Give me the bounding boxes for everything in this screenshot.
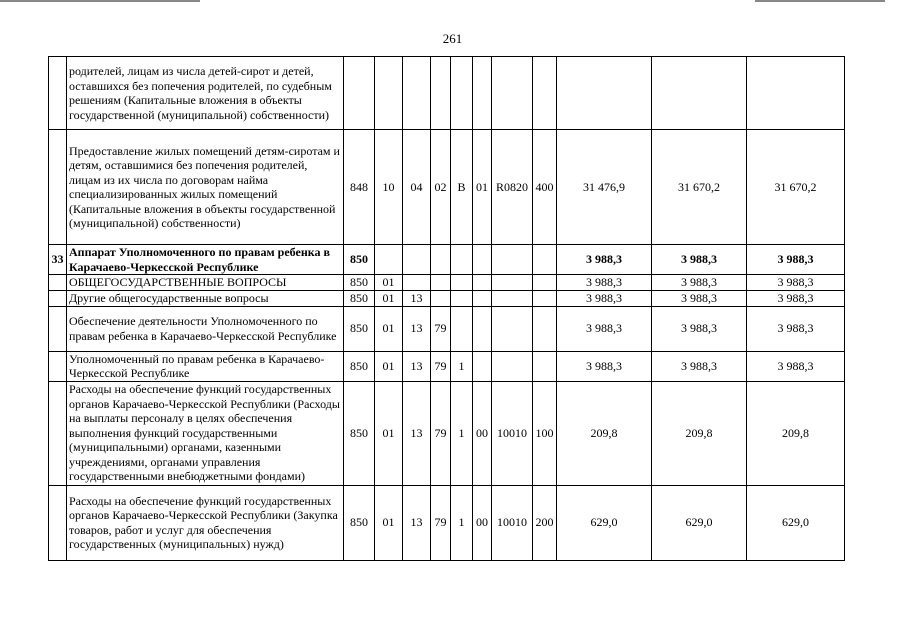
table-row (49, 291, 845, 307)
subsection-code: 13 (403, 351, 431, 381)
table-row (49, 351, 845, 381)
row-number (49, 57, 67, 130)
value-year-2: 3 988,3 (652, 275, 747, 291)
row-number (49, 130, 67, 245)
subprogram-code (451, 306, 473, 351)
section-code: 01 (375, 291, 403, 307)
value-year-2: 3 988,3 (652, 351, 747, 381)
value-year-2: 3 988,3 (652, 291, 747, 307)
program-code (431, 245, 451, 275)
subprogram-code: В (451, 130, 473, 245)
expense-type-code (533, 306, 557, 351)
direction-code (492, 306, 533, 351)
top-rule-left (0, 0, 200, 2)
expense-type-code (533, 291, 557, 307)
ministry-code: 850 (344, 291, 375, 307)
value-year-2: 3 988,3 (652, 306, 747, 351)
direction-code (492, 57, 533, 130)
table-body (49, 57, 845, 561)
row-number (49, 306, 67, 351)
row-number (49, 275, 67, 291)
subprogram-code (451, 57, 473, 130)
value-year-3 (747, 57, 845, 130)
event-code: 00 (473, 381, 492, 485)
event-code: 00 (473, 485, 492, 560)
row-number (49, 381, 67, 485)
value-year-2: 31 670,2 (652, 130, 747, 245)
table-row (49, 485, 845, 560)
event-code (473, 306, 492, 351)
expense-type-code: 100 (533, 381, 557, 485)
section-code (375, 245, 403, 275)
value-year-1: 209,8 (557, 381, 652, 485)
value-year-2 (652, 57, 747, 130)
subsection-code: 13 (403, 485, 431, 560)
subsection-code (403, 275, 431, 291)
subprogram-code (451, 245, 473, 275)
value-year-3: 3 988,3 (747, 351, 845, 381)
row-name: Другие общегосударственные вопросы (67, 291, 344, 307)
value-year-3: 209,8 (747, 381, 845, 485)
subprogram-code (451, 275, 473, 291)
subprogram-code (451, 291, 473, 307)
expense-type-code (533, 275, 557, 291)
event-code (473, 291, 492, 307)
row-number (49, 291, 67, 307)
ministry-code: 850 (344, 381, 375, 485)
section-code: 01 (375, 351, 403, 381)
row-name: Аппарат Уполномоченного по правам ребенка в Карачаево-Черкесской Республике (67, 245, 344, 275)
expense-type-code: 400 (533, 130, 557, 245)
row-number (49, 351, 67, 381)
section-code (375, 57, 403, 130)
subsection-code: 13 (403, 381, 431, 485)
event-code (473, 245, 492, 275)
subprogram-code: 1 (451, 381, 473, 485)
ministry-code: 850 (344, 485, 375, 560)
budget-table (48, 56, 845, 561)
program-code: 79 (431, 485, 451, 560)
ministry-code: 850 (344, 306, 375, 351)
page-number: 261 (442, 31, 463, 46)
table-row (49, 245, 845, 275)
subprogram-code: 1 (451, 485, 473, 560)
value-year-1: 629,0 (557, 485, 652, 560)
direction-code (492, 351, 533, 381)
value-year-1: 3 988,3 (557, 245, 652, 275)
value-year-3: 3 988,3 (747, 291, 845, 307)
program-code: 79 (431, 351, 451, 381)
ministry-code: 850 (344, 351, 375, 381)
direction-code (492, 275, 533, 291)
program-code: 79 (431, 381, 451, 485)
event-code: 01 (473, 130, 492, 245)
value-year-1: 3 988,3 (557, 351, 652, 381)
program-code: 02 (431, 130, 451, 245)
event-code (473, 351, 492, 381)
ministry-code: 850 (344, 245, 375, 275)
value-year-1: 31 476,9 (557, 130, 652, 245)
direction-code: R0820 (492, 130, 533, 245)
section-code: 10 (375, 130, 403, 245)
expense-type-code: 200 (533, 485, 557, 560)
subsection-code (403, 245, 431, 275)
value-year-2: 209,8 (652, 381, 747, 485)
value-year-2: 629,0 (652, 485, 747, 560)
value-year-3: 629,0 (747, 485, 845, 560)
event-code (473, 57, 492, 130)
section-code: 01 (375, 381, 403, 485)
event-code (473, 275, 492, 291)
subprogram-code: 1 (451, 351, 473, 381)
subsection-code: 13 (403, 306, 431, 351)
expense-type-code (533, 351, 557, 381)
direction-code (492, 291, 533, 307)
section-code: 01 (375, 306, 403, 351)
row-name: Обеспечение деятельности Уполномоченного по правам ребенка в Карачаево-Черкесской Республике (67, 306, 344, 351)
value-year-3: 3 988,3 (747, 306, 845, 351)
ministry-code: 850 (344, 275, 375, 291)
expense-type-code (533, 245, 557, 275)
value-year-3: 3 988,3 (747, 275, 845, 291)
program-code (431, 57, 451, 130)
program-code (431, 291, 451, 307)
program-code (431, 275, 451, 291)
row-name: Расходы на обеспечение функций государственных органов Карачаево-Черкесской Республики (Расходы на выплаты персоналу в целях обеспечения выполнения функций государственными (муниципальными) органами, казенными учреждениями, органами управления государственными внебюджетными фондами) (67, 381, 344, 485)
program-code: 79 (431, 306, 451, 351)
table-row (49, 306, 845, 351)
table-row (49, 57, 845, 130)
section-code: 01 (375, 485, 403, 560)
value-year-3: 31 670,2 (747, 130, 845, 245)
direction-code: 10010 (492, 485, 533, 560)
row-name: родителей, лицам из числа детей-сирот и детей, оставшихся без попечения родителей, по судебным решениям (Капитальные вложения в объекты государственной (муниципальной) собственности) (67, 57, 344, 130)
row-name: Расходы на обеспечение функций государственных органов Карачаево-Черкесской Республики (Закупка товаров, работ и услуг для обеспечения государственных (муниципальных) нужд) (67, 485, 344, 560)
value-year-1: 3 988,3 (557, 306, 652, 351)
subsection-code: 04 (403, 130, 431, 245)
value-year-1: 3 988,3 (557, 275, 652, 291)
ministry-code (344, 57, 375, 130)
table-row (49, 381, 845, 485)
direction-code: 10010 (492, 381, 533, 485)
subsection-code (403, 57, 431, 130)
value-year-1 (557, 57, 652, 130)
value-year-3: 3 988,3 (747, 245, 845, 275)
row-number (49, 485, 67, 560)
value-year-2: 3 988,3 (652, 245, 747, 275)
value-year-1: 3 988,3 (557, 291, 652, 307)
row-number: 33 (49, 245, 67, 275)
row-name: ОБЩЕГОСУДАРСТВЕННЫЕ ВОПРОСЫ (67, 275, 344, 291)
table-row (49, 130, 845, 245)
row-name: Предоставление жилых помещений детям-сиротам и детям, оставшимися без попечения родителей, лицам из их числа по договорам найма специализированных жилых помещений (Капитальные вложения в объекты государственной (муниципальной) собственности) (67, 130, 344, 245)
subsection-code: 13 (403, 291, 431, 307)
row-name: Уполномоченный по правам ребенка в Карачаево-Черкесской Республике (67, 351, 344, 381)
section-code: 01 (375, 275, 403, 291)
direction-code (492, 245, 533, 275)
expense-type-code (533, 57, 557, 130)
table-row (49, 275, 845, 291)
ministry-code: 848 (344, 130, 375, 245)
top-rule-right (755, 0, 885, 2)
